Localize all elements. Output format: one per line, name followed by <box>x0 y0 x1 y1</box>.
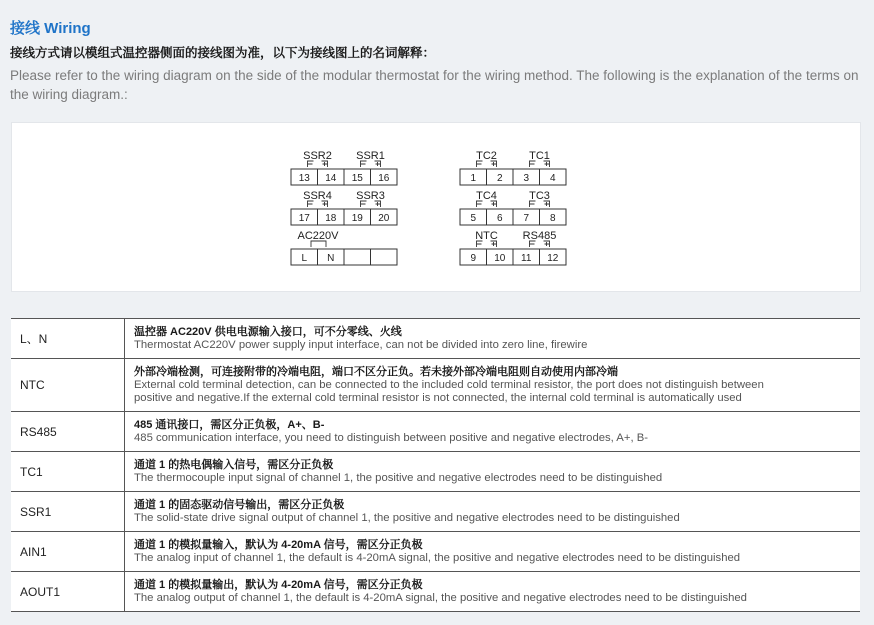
wiring-diagram-svg <box>12 123 860 291</box>
terminal-label-rs485: RS485 <box>522 230 557 242</box>
terminal-label-tc2: TC2 <box>476 150 497 162</box>
terminal-number: 3 <box>523 173 530 184</box>
term-name: AIN1 <box>11 532 125 572</box>
terminal-label-tc4: TC4 <box>476 190 497 202</box>
terminal-label-tc1: TC1 <box>529 150 550 162</box>
terminal-number: 20 <box>378 213 390 224</box>
terminal-number: 1 <box>470 173 477 184</box>
terminal-number: 8 <box>549 213 556 224</box>
terminal-label-ssr1: SSR1 <box>356 150 385 162</box>
term-description-cn: 通道 1 的热电偶输入信号，需区分正负极 <box>134 458 334 471</box>
terminal-number: 5 <box>470 213 477 224</box>
term-row <box>11 359 860 412</box>
term-description-en: Thermostat AC220V power supply input interface, can not be divided into zero line, firewire <box>134 338 588 351</box>
term-description <box>125 319 861 359</box>
term-description-cn: 通道 1 的模拟量输入，默认为 4-20mA 信号，需区分正负极 <box>134 538 423 551</box>
term-description-en: The thermocouple input signal of channel 1, the positive and negative electrodes need to be distinguished <box>134 471 663 484</box>
terminal-number: 11 <box>521 253 532 264</box>
term-row <box>11 412 860 452</box>
terminal-label-ssr4: SSR4 <box>303 190 332 202</box>
term-description <box>125 359 861 412</box>
term-description <box>125 452 861 492</box>
term-name: AOUT1 <box>11 572 125 612</box>
term-row <box>11 572 860 612</box>
term-description-en: The solid-state drive signal output of channel 1, the positive and negative electrodes need to be distinguished <box>134 511 680 524</box>
terminal-number: 7 <box>523 213 530 224</box>
terminal-number: 18 <box>325 213 337 224</box>
terminal-number: 6 <box>496 213 503 224</box>
terms-table <box>11 318 860 612</box>
terminal-label-ssr3: SSR3 <box>356 190 385 202</box>
terminal-number: 19 <box>351 213 363 224</box>
terminal-number: 17 <box>298 213 310 224</box>
terminal-number: N <box>327 253 335 264</box>
term-description <box>125 572 861 612</box>
intro-text-en: Please refer to the wiring diagram on the side of the modular thermostat for the wiring method. The following is the explanation of the terms on the wiring diagram.: <box>10 68 859 102</box>
term-row <box>11 452 860 492</box>
terminal-number: 4 <box>549 173 556 184</box>
term-description-cn: 通道 1 的固态驱动信号输出，需区分正负极 <box>134 498 345 511</box>
term-description-cn: 通道 1 的模拟量输出，默认为 4-20mA 信号，需区分正负极 <box>134 578 423 591</box>
term-row <box>11 532 860 572</box>
term-row <box>11 492 860 532</box>
terminal-label-ntc: NTC <box>475 230 498 242</box>
terminal-label-ac220v: AC220V <box>297 230 339 242</box>
terminal-number: 16 <box>378 173 390 184</box>
term-name: SSR1 <box>11 492 125 532</box>
term-name: TC1 <box>11 452 125 492</box>
term-description-en: 485 communication interface, you need to distinguish between positive and negative electrodes, A+, B- <box>134 431 649 444</box>
term-name: L、N <box>11 319 125 359</box>
term-description-cn: 485 通讯接口，需区分正负极，A+、B- <box>134 418 325 431</box>
terminal-number: 10 <box>494 253 506 264</box>
term-name: NTC <box>11 359 125 412</box>
term-row <box>11 319 860 359</box>
section-title: 接线 Wiring <box>10 20 91 37</box>
term-name: RS485 <box>11 412 125 452</box>
terminal-number: L <box>301 253 308 264</box>
term-description <box>125 532 861 572</box>
terminal-number: 13 <box>298 173 310 184</box>
term-description-en: External cold terminal detection, can be connected to the included cold terminal resistor, the port does not distinguish between <box>134 378 764 391</box>
term-description <box>125 412 861 452</box>
term-description-cn: 外部冷端检测，可连接附带的冷端电阻，端口不区分正负。若未接外部冷端电阻则自动使用内部冷端 <box>134 365 618 378</box>
term-description <box>125 492 861 532</box>
terminal-label-ssr2: SSR2 <box>303 150 332 162</box>
term-description-cn: 温控器 AC220V 供电电源输入接口，可不分零线、火线 <box>134 325 402 338</box>
terminal-number: 14 <box>325 173 337 184</box>
wiring-diagram <box>11 122 861 292</box>
intro-text-cn: 接线方式请以模组式温控器侧面的接线图为准，以下为接线图上的名词解释： <box>10 46 436 60</box>
term-description-en: positive and negative.If the external cold terminal resistor is not connected, the internal cold terminal is automatically used <box>134 391 742 404</box>
terminal-number: 9 <box>470 253 477 264</box>
terminal-number: 2 <box>496 173 503 184</box>
term-description-en: The analog input of channel 1, the default is 4-20mA signal, the positive and negative electrodes need to be distinguished <box>134 551 741 564</box>
terminal-number: 12 <box>547 253 559 264</box>
terminal-label-tc3: TC3 <box>529 190 550 202</box>
term-description-en: The analog output of channel 1, the default is 4-20mA signal, the positive and negative electrodes need to be distinguished <box>134 591 747 604</box>
terminal-number: 15 <box>351 173 363 184</box>
